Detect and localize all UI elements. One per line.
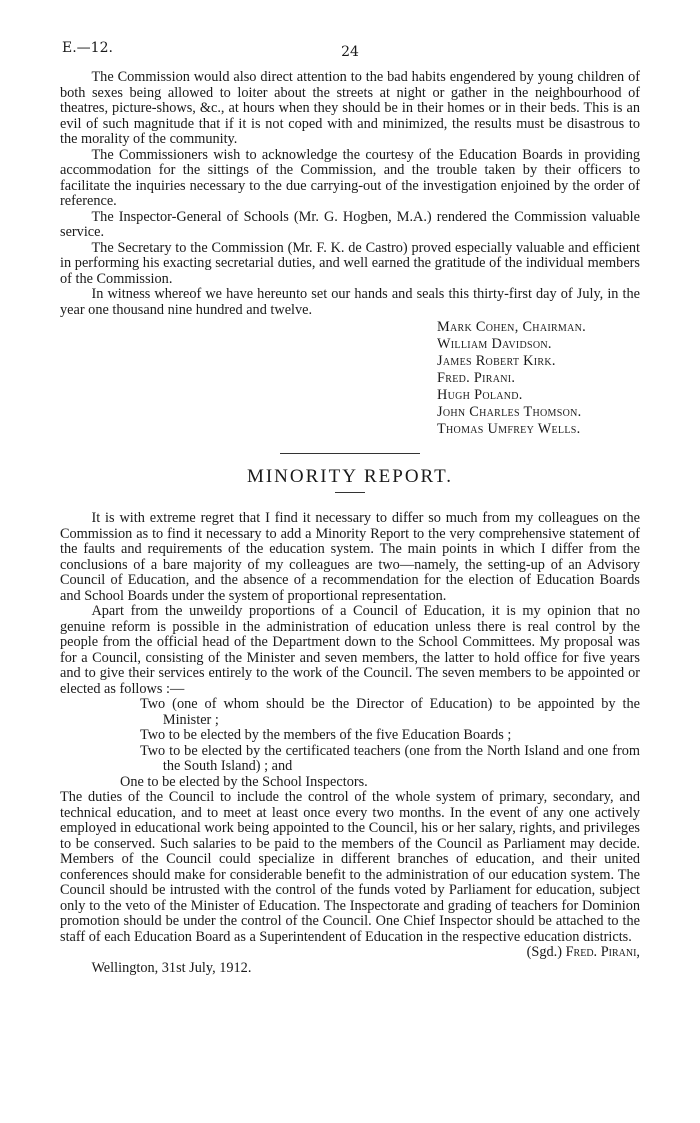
paragraph-council-proposal: Apart from the unweildy proportions of a Council of Education, it is my opinion that no genuine reform is possible in the administration of education unless there is real control by the people from the official head of the Department down to the School Committees. My proposal was for a Council, consisting of the Minister and seven members, the latter to hold office for five years and to give their services entirely to the work of the Council. The seven members to be appointed or elected as follows :— — [60, 603, 640, 697]
list-item: Two to be elected by the certificated teachers (one from the North Island and one from the South Island) ; and — [140, 742, 640, 774]
signed-by — [527, 945, 640, 961]
section-divider — [280, 453, 420, 454]
signed-prefix: (Sgd.) — [526, 944, 563, 960]
list-item: Two to be elected by the members of the five Education Boards ; — [140, 727, 512, 743]
signatory: James Robert Kirk. — [437, 353, 556, 369]
signatory: John Charles Thomson. — [437, 404, 582, 420]
council-composition-list — [60, 697, 640, 790]
signature-block — [437, 319, 640, 438]
signatory: Hugh Poland. — [437, 387, 523, 403]
signatory: Fred. Pirani. — [437, 370, 516, 386]
document-reference: E.—12. — [62, 40, 113, 56]
paragraph-inspector-general: The Inspector-General of Schools (Mr. G. Hogben, M.A.) rendered the Commission valuable service. — [60, 208, 640, 240]
paragraph-secretary: The Secretary to the Commission (Mr. F. K. de Castro) proved especially valuable and efficient in performing his exacting secretarial duties, and well earned the gratitude of the individual members of the Commission. — [60, 239, 640, 287]
place-and-date: Wellington, 31st July, 1912. — [91, 959, 252, 976]
signatory: Thomas Umfrey Wells. — [437, 421, 581, 437]
paragraph-minority-intro: It is with extreme regret that I find it necessary to differ so much from my colleagues on the Commission as to find it necessary to add a Minority Report to the very comprehensive statement of the faults and requirements of the education system. The main points in which I differ from the conclusions of a bare majority of my colleagues are two—namely, the setting-up of an Advisory Council of Education, and the absence of a recommendation for the election of Education Boards and School Boards under the system of proportional representation. — [60, 510, 640, 604]
minority-report-title: MINORITY REPORT. — [246, 466, 454, 487]
report-body — [60, 70, 640, 976]
page-number: 24 — [341, 44, 359, 60]
signatory: Mark Cohen, Chairman. — [437, 319, 587, 335]
paragraph-acknowledgement: The Commissioners wish to acknowledge the courtesy of the Education Boards in providing accommodation for the sittings of the Commission, and the trouble taken by their officers to facilitate the inquiries necessary to the due carrying-out of the investigation enjoined by the order of reference. — [60, 146, 640, 209]
signatory: William Davidson. — [437, 336, 552, 352]
paragraph-council-duties: The duties of the Council to include the control of the whole system of primary, secondary, and technical education, and to meet at least once every two months. In the event of any one actively employed in educational work being appointed to the Council, his or her salary, rights, and privileges to be conserved. Such salaries to be paid to the members of the Council as Parliament may decide. Members of the Council could specialize in different branches of education, and their united conferences should make for considerable benefit to the administration of our education system. The Council should be intrusted with the control of the funds voted by Parliament for education, subject only to the veto of the Minister of Education. The Inspectorate and grading of teachers for Dominion promotion should be under the control of the Council. One Chief Inspector should be attached to the staff of each Education Board as a Superintendent of Education in the respective education districts. — [60, 789, 640, 945]
list-item: One to be elected by the School Inspectors. — [120, 773, 368, 790]
paragraph-street-habits: The Commission would also direct attention to the bad habits engendered by young children of both sexes being allowed to loiter about the streets at night or gather in the neighbourhood of theatres, picture-shows, &c., at hours when they should be in their homes or in their beds. This is an evil of such magnitude that if it is not coped with and minimized, the results must be disastrous to the morality of the community. — [60, 69, 640, 147]
title-underline — [335, 492, 365, 493]
paragraph-witness: In witness whereof we have hereunto set our hands and seals this thirty-first day of July, in the year one thousand nine hundred and twelve. — [60, 286, 640, 318]
closing-line — [60, 945, 640, 961]
signed-name: Fred. Pirani, — [565, 944, 640, 960]
list-item: Two (one of whom should be the Director of Education) to be appointed by the Minister ; — [140, 696, 640, 728]
